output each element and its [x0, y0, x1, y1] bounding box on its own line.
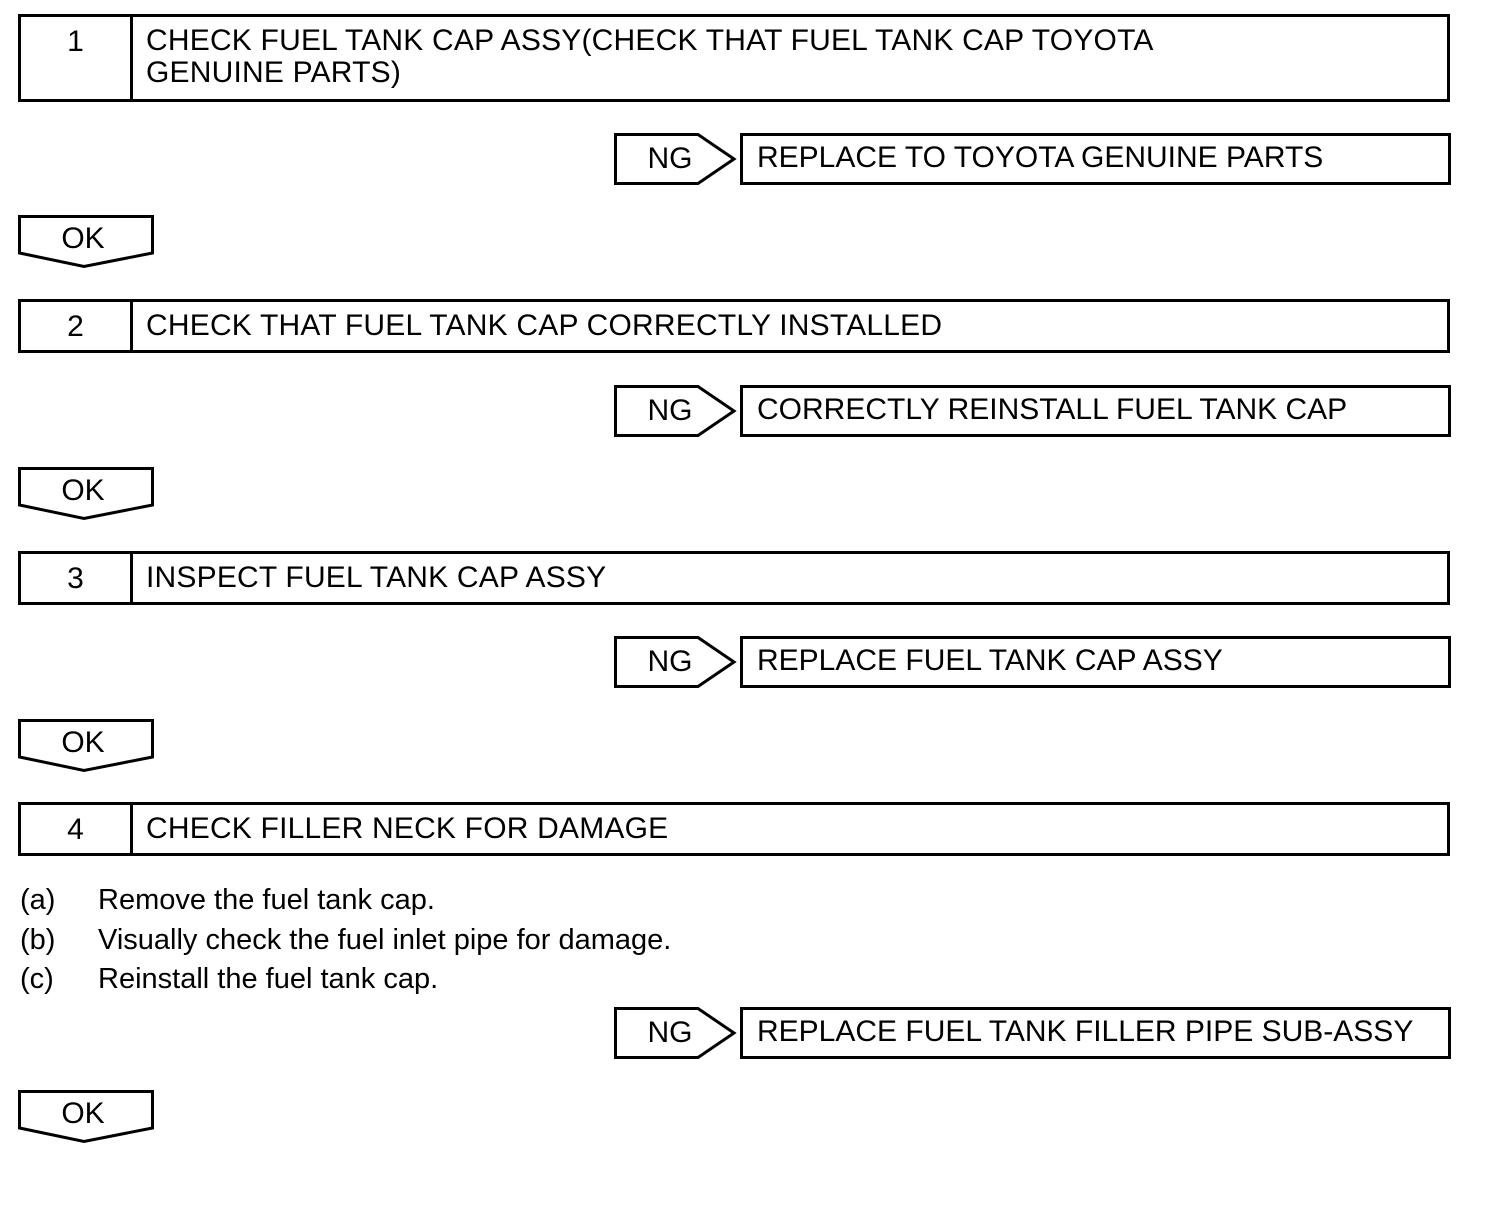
step-4-substep-c: [20, 959, 438, 999]
step-4-substep-a: [20, 880, 435, 920]
step-1-title-line-1: CHECK FUEL TANK CAP ASSY(CHECK THAT FUEL TANK CAP TOYOTA: [146, 24, 1154, 57]
step-1-ok-label: OK: [61, 222, 105, 255]
step-1-ng-result: REPLACE TO TOYOTA GENUINE PARTS: [740, 133, 1451, 185]
step-2-ng-result: CORRECTLY REINSTALL FUEL TANK CAP: [740, 385, 1451, 437]
step-3-ng-label: NG: [647, 645, 693, 678]
step-4-title: CHECK FILLER NECK FOR DAMAGE: [146, 812, 669, 845]
step-2-ok-label: OK: [61, 474, 105, 507]
step-3-ok-label: OK: [61, 726, 105, 759]
step-2-ng-label: NG: [647, 394, 693, 427]
step-2-box: [18, 299, 1450, 353]
substep-letter: (b): [20, 924, 56, 956]
step-4-box: [18, 802, 1450, 856]
step-2-title: CHECK THAT FUEL TANK CAP CORRECTLY INSTALLED: [146, 309, 943, 342]
step-4-number: 4: [21, 805, 133, 853]
step-3-number: 3: [21, 554, 133, 602]
step-1-title: [133, 17, 1447, 99]
step-3-box: [18, 551, 1450, 605]
step-1-number: 1: [21, 17, 133, 99]
step-4-ok-label: OK: [61, 1097, 105, 1130]
step-3-title: INSPECT FUEL TANK CAP ASSY: [146, 561, 607, 594]
substep-text: Visually check the fuel inlet pipe for damage.: [98, 924, 672, 956]
substep-text: Reinstall the fuel tank cap.: [98, 963, 439, 995]
step-1-box: [18, 14, 1450, 102]
step-1-title-line-2: GENUINE PARTS): [146, 56, 402, 89]
step-2-number: 2: [21, 302, 133, 350]
step-4-ng-label: NG: [647, 1016, 693, 1049]
step-4-substep-b: [20, 920, 671, 960]
step-1-ng-label: NG: [647, 142, 693, 175]
step-4-ng-result: REPLACE FUEL TANK FILLER PIPE SUB-ASSY: [740, 1007, 1451, 1059]
step-3-ng-result: REPLACE FUEL TANK CAP ASSY: [740, 636, 1451, 688]
substep-text: Remove the fuel tank cap.: [98, 884, 435, 916]
substep-letter: (c): [20, 963, 54, 995]
substep-letter: (a): [20, 884, 56, 916]
